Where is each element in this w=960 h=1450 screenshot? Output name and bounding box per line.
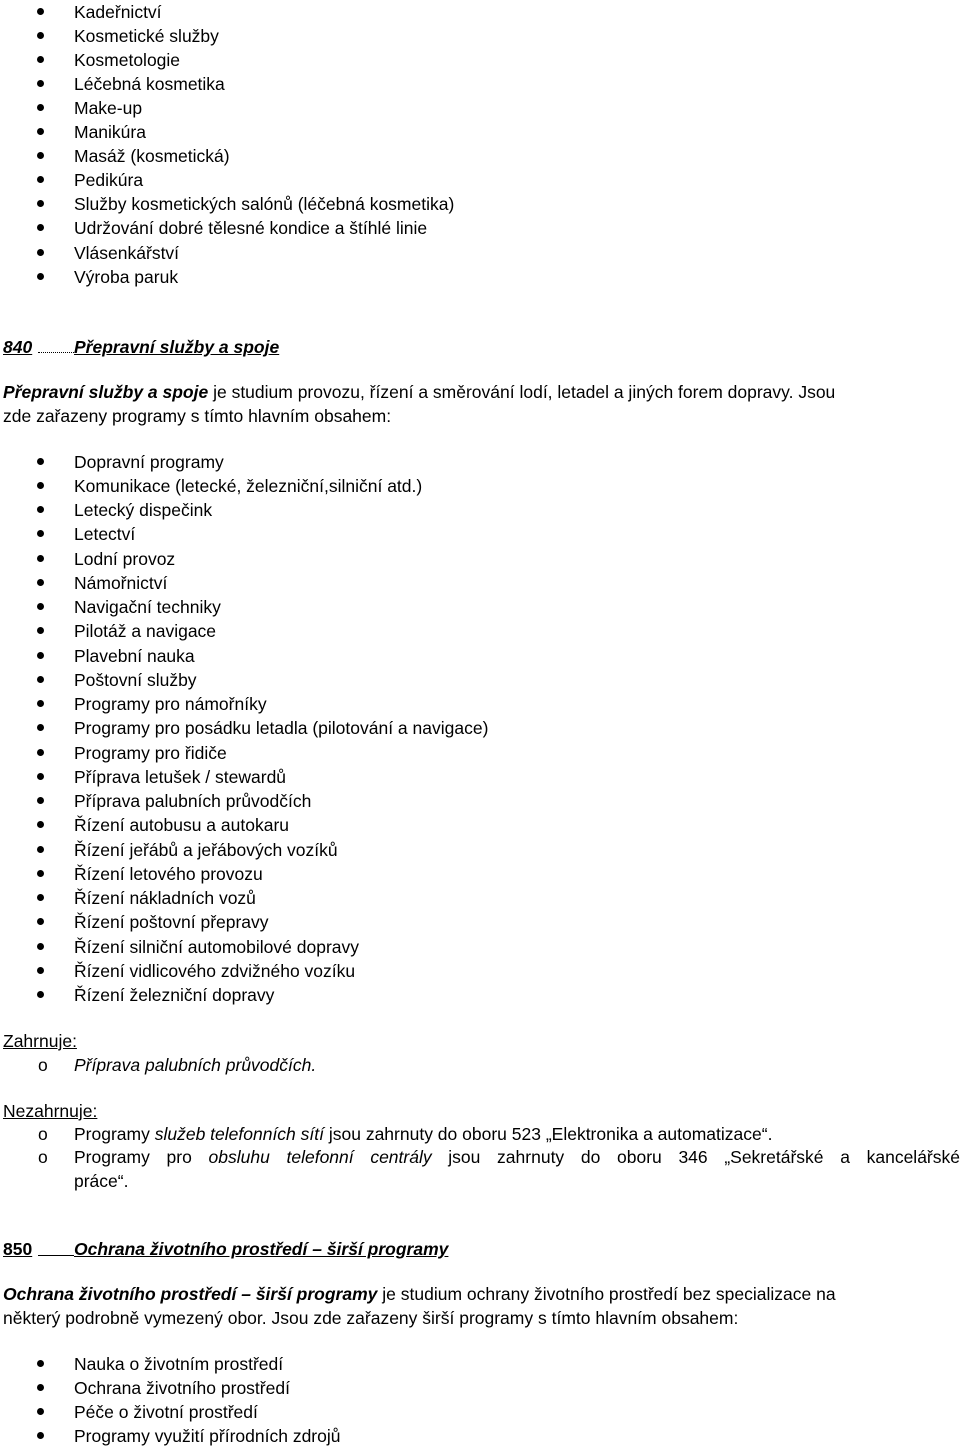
bullet-icon [37,870,44,877]
bullet-icon [37,530,44,537]
bullet-icon [37,749,44,756]
bullet-icon [37,56,44,63]
bullet-icon [37,1408,44,1415]
bullet-icon [37,918,44,925]
bullet-icon [37,128,44,135]
bullet-icon [37,797,44,804]
section-850-intro-line-2: některý podrobně vymezený obor. Jsou zde zařazeny širší programy s tímto hlavním obsahem: [3,1308,739,1328]
bullet-icon [37,603,44,610]
bullet-icon [37,579,44,586]
bullet-icon [37,224,44,231]
includes-label: Zahrnuje: [3,1031,77,1051]
dotted-leader [38,352,74,353]
circle-bullet-icon: o [38,1124,48,1144]
bullet-icon [37,724,44,731]
bullet-icon [37,1384,44,1391]
bullet-icon [37,506,44,513]
section-840-intro-line-1: Přepravní služby a spoje je studium provozu, řízení a směrování lodí, letadel a jiných forem dopravy. Jsou [3,382,836,402]
excludes-label: Nezahrnuje: [3,1101,98,1121]
bullet-icon [37,273,44,280]
underline-leader [38,1255,74,1256]
bullet-icon [37,627,44,634]
bullet-icon [37,32,44,39]
section-title: Přepravní služby a spoje [74,337,280,357]
bullet-icon [37,967,44,974]
bullet-icon [37,176,44,183]
bullet-icon [37,555,44,562]
bullet-icon [37,821,44,828]
circle-bullet-icon: o [38,1147,48,1167]
bullet-icon [37,482,44,489]
bullet-icon [37,773,44,780]
bullet-icon [37,700,44,707]
bullet-icon [37,676,44,683]
bullet-icon [37,991,44,998]
section-number: 850 [3,1239,33,1259]
bullet-icon [37,8,44,15]
bullet-icon [37,458,44,465]
bullet-icon [37,249,44,256]
bullet-icon [37,80,44,87]
bullet-icon [37,104,44,111]
bullet-icon [37,1432,44,1439]
section-title: Ochrana životního prostředí – širší programy [74,1239,449,1259]
bullet-icon [37,846,44,853]
bullet-icon [37,200,44,207]
circle-bullet-icon: o [38,1055,48,1075]
bullet-icon [37,652,44,659]
section-840-intro-line-2: zde zařazeny programy s tímto hlavním obsahem: [3,406,392,426]
bullet-icon [37,943,44,950]
section-number: 840 [3,337,33,357]
section-850-intro-line-1: Ochrana životního prostředí – širší programy je studium ochrany životního prostředí bez specializace na [3,1284,836,1304]
excludes-item-line-2: práce“. [74,1171,129,1191]
excludes-item-line-1: Programy pro obsluhu telefonní centrály jsou zahrnuty do oboru 346 „Sekretářské a kancelářské [74,1147,960,1167]
bullet-icon [37,152,44,159]
bullet-icon [37,1360,44,1367]
bullet-icon [37,894,44,901]
